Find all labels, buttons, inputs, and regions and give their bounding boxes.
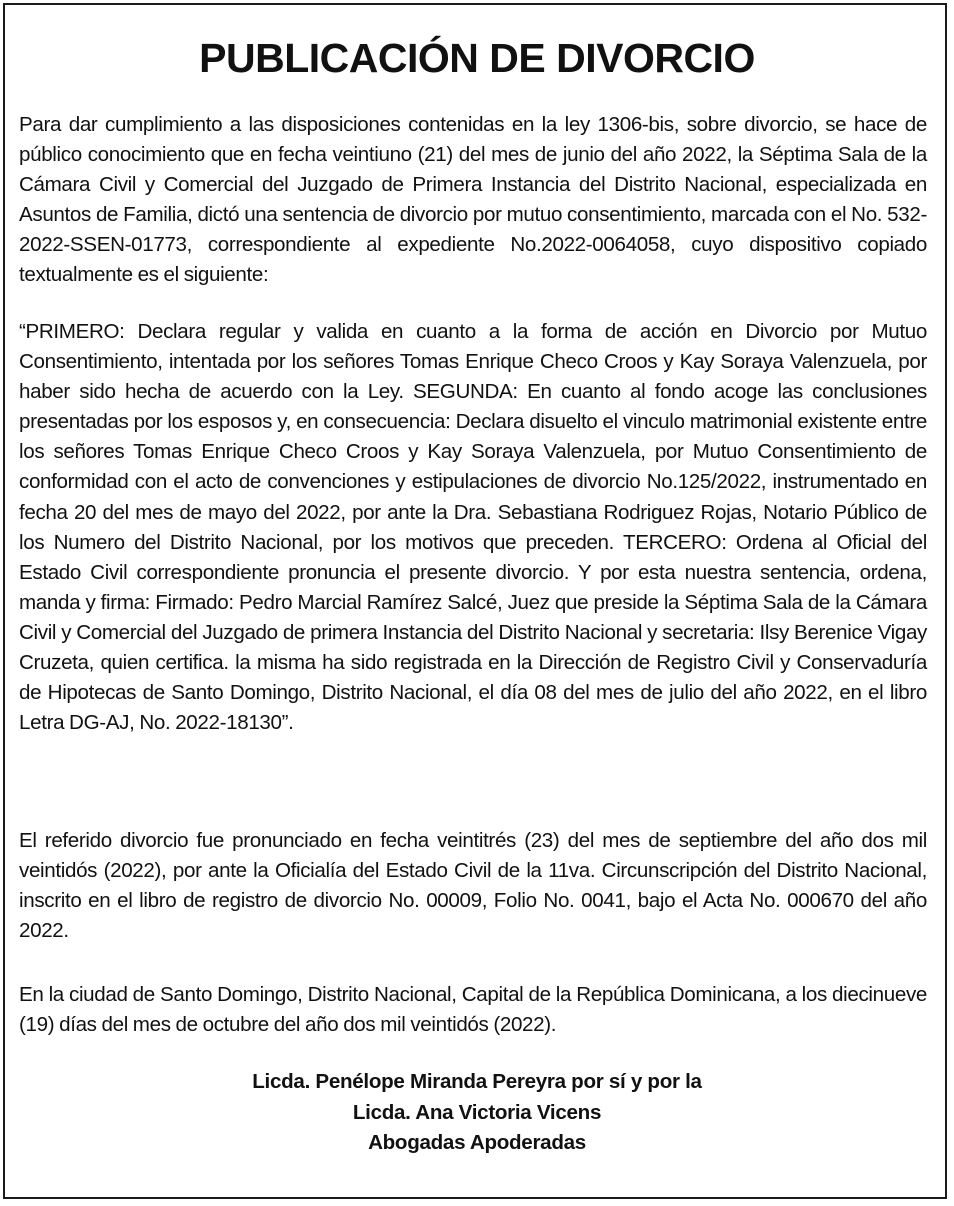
paragraph-intro: Para dar cumplimiento a las disposiciones contenidas en la ley 1306-bis, sobre divorcio, se hace de público conocimiento que en fecha veintiuno (21) del mes de junio del año 2022, la Séptima Sala de la Cámara Civil y Comercial del Juzgado de Primera Instancia del Distrito Nacional, especializada en Asuntos de Familia, dictó una sentencia de divorcio por mutuo consentimiento, marcada con el No. 532-2022-SSEN-01773, correspondiente al expediente No.2022-0064058, cuyo dispositivo copiado textualmente es el siguiente: <box>19 113 927 287</box>
paragraph-fecha-lugar: En la ciudad de Santo Domingo, Distrito Nacional, Capital de la República Dominicana, a los diecinueve (19) días del mes de octubre del año dos mil veintidós (2022). <box>19 983 927 1037</box>
signature-block <box>0 1067 954 1159</box>
document-title: PUBLICACIÓN DE DIVORCIO <box>199 35 755 81</box>
signature-line: Licda. Penélope Miranda Pereyra por sí y por la <box>252 1070 702 1093</box>
signature-line: Abogadas Apoderadas <box>368 1131 586 1154</box>
paragraph-dispositivo: “PRIMERO: Declara regular y valida en cuanto a la forma de acción en Divorcio por Mutuo Consentimiento, intentada por los señores Tomas Enrique Checo Croos y Kay Soraya Valenzuela, por haber sido hecha de acuerdo con la Ley. SEGUNDA: En cuanto al fondo acoge las conclusiones presentadas por los esposos y, en consecuencia: Declara disuelto el vinculo matrimonial existente entre los señores Tomas Enrique Checo Croos y Kay Soraya Valenzuela, por Mutuo Consentimiento de conformidad con el acto de convenciones y estipulaciones de divorcio No.125/2022, instrumentado en fecha 20 del mes de mayo del 2022, por ante la Dra. Sebastiana Rodriguez Rojas, Notario Público de los Numero del Distrito Nacional, por los motivos que preceden. TERCERO: Ordena al Oficial del Estado Civil correspondiente pronuncia el presente divorcio. Y por esta nuestra sentencia, ordena, manda y firma: Firmado: Pedro Marcial Ramírez Salcé, Juez que preside la Séptima Sala de la Cámara Civil y Comercial del Juzgado de primera Instancia del Distrito Nacional y secretaria: Ilsy Berenice Vigay Cruzeta, quien certifica. la misma ha sido registrada en la Dirección de Registro Civil y Conservaduría de Hipotecas de Santo Domingo, Distrito Nacional, el día 08 del mes de julio del año 2022, en el libro Letra DG-AJ, No. 2022-18130”. <box>19 320 927 735</box>
paragraph-pronunciamiento: El referido divorcio fue pronunciado en fecha veintitrés (23) del mes de septiembre del año dos mil veintidós (2022), por ante la Oficialía del Estado Civil de la 11va. Circunscripción del Distrito Nacional, inscrito en el libro de registro de divorcio No. 00009, Folio No. 0041, bajo el Acta No. 000670 del año 2022. <box>19 829 927 943</box>
signature-line: Licda. Ana Victoria Vicens <box>352 1100 602 1124</box>
